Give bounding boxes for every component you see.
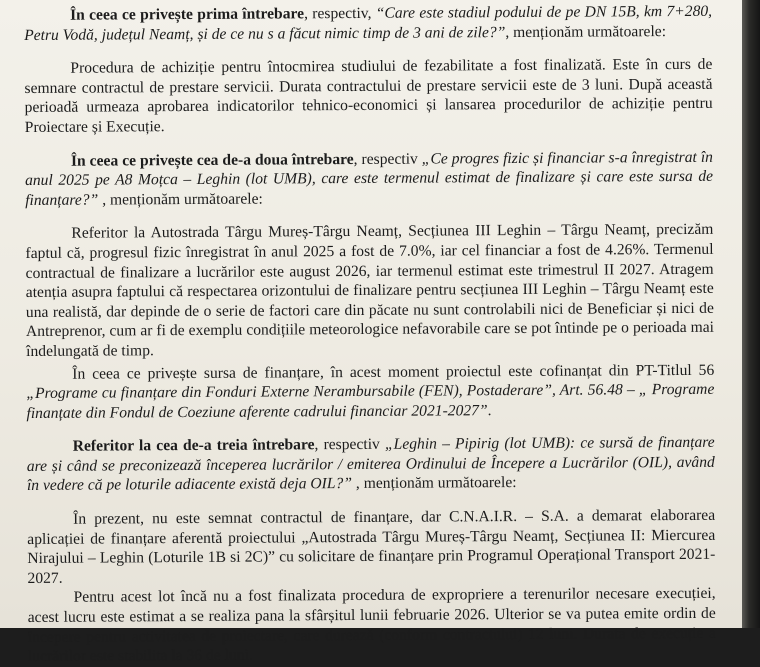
question-2-quote: „Ce progres fizic și financiar s-a înregistrat în anul 2025 pe A8 Moțca – Leghin (lot UMB), care este termenul estimat de finalizare și care este sursa de finanțare?” xyxy=(25,148,714,209)
financing-post: . xyxy=(487,401,492,419)
financing-quote: „Programe cu finanțare din Fonduri Externe Nerambursabile (FEN), Postaderare”, Art. 56.48 – „ Programe finanțate din Fondul de Coeziune aferente cadrului financiar 2021-2027” xyxy=(26,380,715,422)
answer-1-paragraph: Procedura de achiziție pentru întocmirea studiului de fezabilitate a fost finalizată. Este în curs de semnare contractul de prestare servicii. Durata contractului de prestare servicii este de 3 luni. După această perioadă urmeaza aprobarea indicatorilor tehnico-economici și lansarea procedurilor de achiziție pentru Proiectare și Execuție. xyxy=(24,55,713,136)
expropriation-paragraph: Pentru acest lot încă nu a fost finalizata procedura de expropriere a terenurilor necesare execuției, acest lucru este estimat a se realiza pana la sfârșitul lunii februarie 2026. Ulterior se va putea emite ordin de începere pentru activitatea de proiectare, care durează (conform contractului) 12 luni. Durata de execuție a lucrărilor este stabilita la 36 de luni. xyxy=(27,585,716,666)
question-2-post: , menționăm următoarele: xyxy=(98,190,263,209)
financing-pre: În ceea ce privește sursa de finanțare, în acest moment proiectul este cofinanțat din PT-Titlul 56 xyxy=(72,361,715,383)
question-2-lead: În ceea ce privește cea de-a doua întrebare xyxy=(70,150,354,170)
paragraph-question-2 xyxy=(25,147,713,210)
question-3-pre: , respectiv xyxy=(314,436,386,454)
question-3-quote: „Leghin – Pipirig (lot UMB): ce sursă de finanțare are și când se preconizează începerea lucrărilor / emiterea Ordinului de Începere a Lucrărilor (OIL), având în vedere că pe loturile adiacente există deja OIL?” xyxy=(26,434,715,495)
question-1-post: , menționăm următoarele: xyxy=(505,22,667,41)
question-2-pre: , respectiv xyxy=(353,150,422,168)
document-body xyxy=(24,2,716,667)
question-3-lead: Referitor la cea de-a treia întrebare xyxy=(72,436,315,455)
question-1-pre: , respectiv, xyxy=(304,4,376,23)
question-1-lead: În ceea ce privește prima întrebare xyxy=(70,5,305,24)
answer-3-paragraph: În prezent, nu este semnat contractul de finanțare, dar C.N.A.I.R. – S.A. a demarat elaborarea aplicației de finanțare aferentă proiectului „Autostrada Târgu Mureș-Târgu Neamț, Secțiunea II: Miercurea Nirajului – Leghin (Loturile 1B si 2C)” cu solicitare de finanțare prin Programul Operațional Transport 2021-2027. xyxy=(27,506,716,587)
page-edge-shadow xyxy=(742,0,760,628)
answer-2-paragraph: Referitor la Autostrada Târgu Mureș-Târgu Neamț, Secțiunea III Leghin – Târgu Neamț, precizăm faptul că, progresul fizic înregistrat în anul 2025 a fost de 7.0%, iar cel financiar a fost de 4.26%. Termenul contractual de finalizare a lucrărilor este august 2026, iar termenul estimat este trimestrul II 2027. Atragem atenția asupra faptului că respectarea orizontului de finalizare pentru secțiunea III Leghin – Târgu Neamț este una realistă, dar depinde de o serie de factori care din păcate nu sunt controlabili nici de Beneficiar și nici de Antreprenor, cum ar fi de exemplu condițiile meteorologice nefavorabile care se pot întinde pe o perioada mai îndelungată de timp. xyxy=(25,221,715,360)
paragraph-question-3 xyxy=(27,433,715,496)
paragraph-question-1 xyxy=(24,2,712,45)
question-1-quote: “Care este stadiul podului de pe DN 15B, km 7+280, Petru Vodă, județul Neamț, și de ce nu s a făcut nimic timp de 3 ani de zile?” xyxy=(24,2,713,44)
financing-paragraph xyxy=(26,360,714,423)
question-3-post: , menționăm următoarele: xyxy=(351,474,517,493)
